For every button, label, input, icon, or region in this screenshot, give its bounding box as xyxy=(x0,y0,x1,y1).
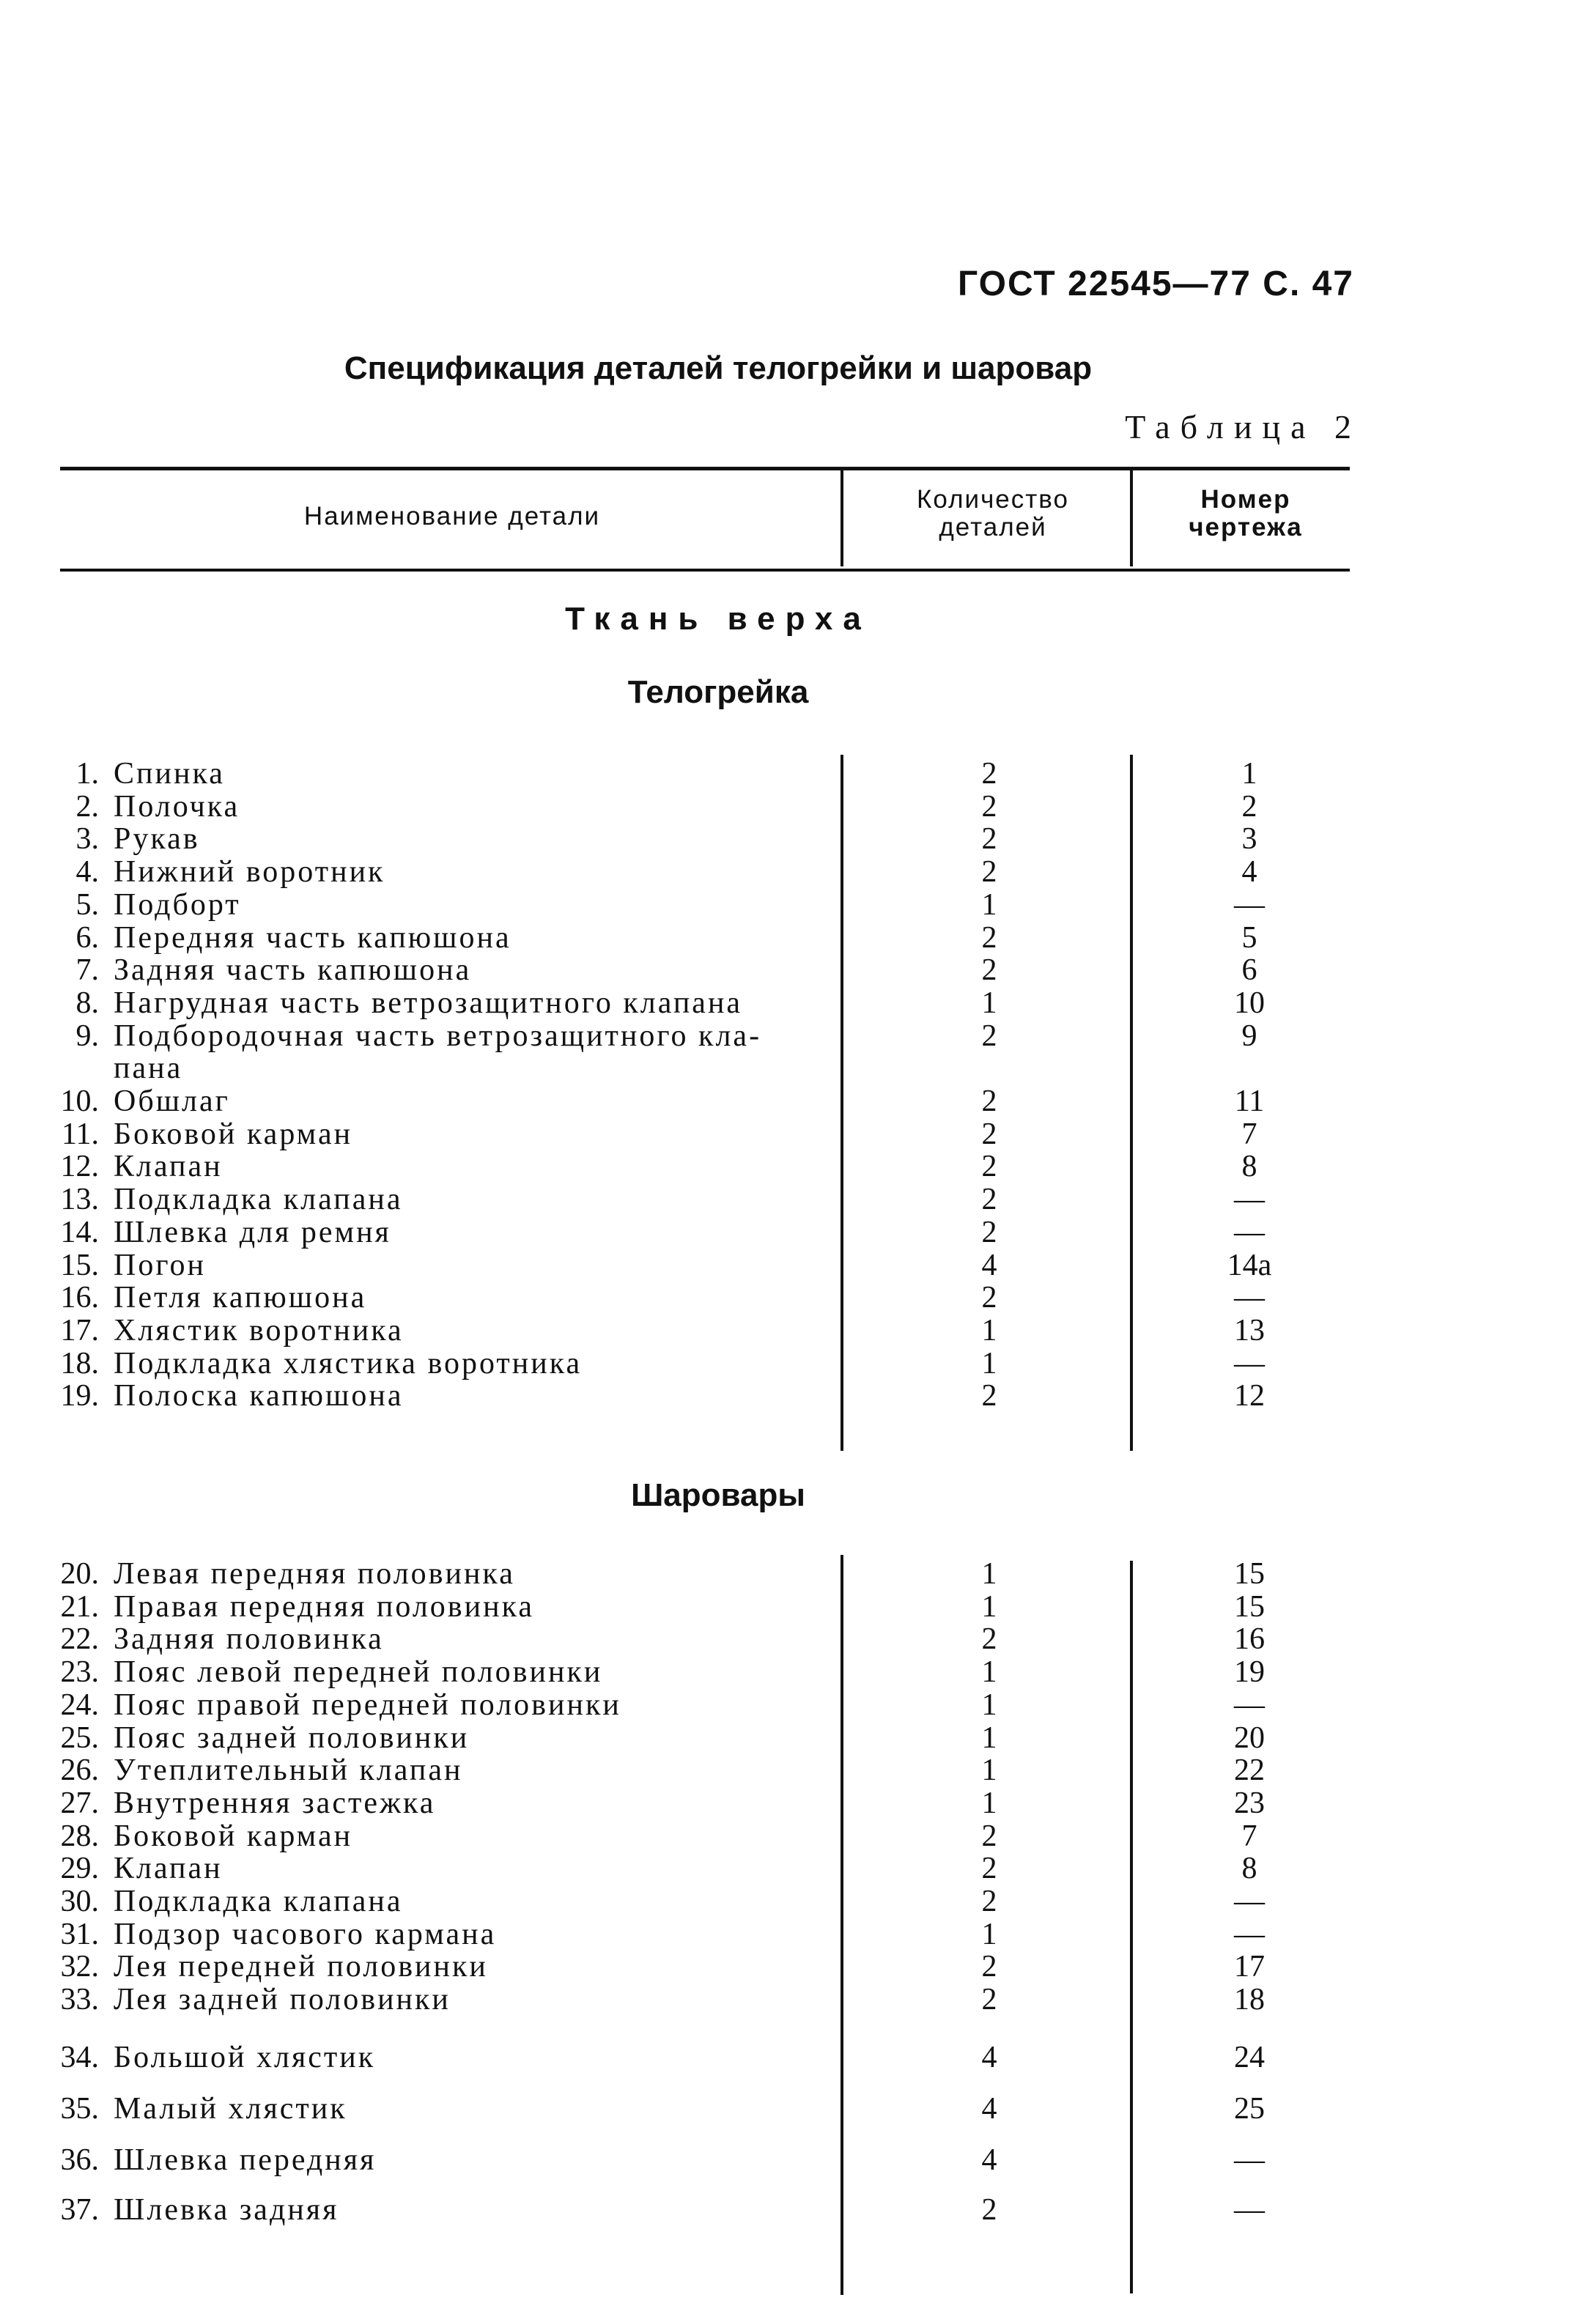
item-number: 28. xyxy=(60,1819,99,1853)
table-row xyxy=(0,2041,1596,2074)
table-row xyxy=(0,1282,1596,1315)
item-quantity: 4 xyxy=(981,2143,997,2177)
item-number: 14. xyxy=(60,1215,99,1249)
item-number: 31. xyxy=(60,1917,99,1951)
item-number: 2. xyxy=(75,789,99,824)
item-drawing-number: — xyxy=(1234,1281,1265,1315)
table-row xyxy=(0,1052,1596,1085)
item-name: Шлевка задняя xyxy=(114,2193,339,2227)
table-row xyxy=(0,1380,1596,1413)
table-header-rule xyxy=(60,569,1350,572)
item-name: Подкладка хлястика воротника xyxy=(114,1346,583,1380)
table-row xyxy=(0,1315,1596,1348)
table-row xyxy=(0,1689,1596,1722)
item-name: Лея передней половинки xyxy=(114,1950,488,1984)
table-row xyxy=(0,758,1596,791)
column-divider xyxy=(1130,470,1133,566)
table-row xyxy=(0,1558,1596,1591)
item-drawing-number: 14а xyxy=(1227,1248,1272,1282)
table-row xyxy=(0,1183,1596,1216)
item-name: Подкладка клапана xyxy=(114,1885,403,1918)
item-name: Пояс задней половинки xyxy=(114,1720,470,1755)
item-name: Подзор часового кармана xyxy=(114,1917,497,1951)
item-name: Правая передняя половинка xyxy=(114,1589,534,1624)
item-quantity: 1 xyxy=(981,1786,997,1820)
table-row xyxy=(0,1918,1596,1951)
item-quantity: 2 xyxy=(981,920,997,955)
section-title: Ткань верха xyxy=(565,601,871,637)
item-number: 6. xyxy=(75,920,99,955)
item-quantity: 1 xyxy=(981,1557,997,1591)
item-number: 30. xyxy=(60,1885,99,1918)
item-drawing-number: 2 xyxy=(1241,789,1257,824)
item-drawing-number: 5 xyxy=(1241,920,1257,955)
item-quantity: 1 xyxy=(981,1753,997,1788)
table-row xyxy=(0,1722,1596,1755)
item-drawing-number: 22 xyxy=(1234,1753,1265,1788)
item-quantity: 2 xyxy=(981,1622,997,1657)
item-drawing-number: — xyxy=(1234,1215,1265,1249)
item-name: Нижний воротник xyxy=(114,855,385,890)
item-number: 29. xyxy=(60,1852,99,1886)
table-top-rule xyxy=(60,467,1350,470)
item-drawing-number: — xyxy=(1234,2143,1265,2177)
item-number: 35. xyxy=(60,2092,99,2126)
item-drawing-number: 6 xyxy=(1241,953,1257,988)
item-drawing-number: 1 xyxy=(1241,757,1257,791)
item-drawing-number: 18 xyxy=(1234,1983,1265,2017)
table-row xyxy=(0,1754,1596,1787)
column-header-quantity xyxy=(850,486,1136,541)
item-quantity: 1 xyxy=(981,1589,997,1624)
item-drawing-number: 4 xyxy=(1241,855,1257,890)
table-row xyxy=(0,823,1596,856)
item-name: Полоска капюшона xyxy=(114,1379,404,1413)
item-name: Задняя половинка xyxy=(114,1622,384,1657)
item-quantity: 1 xyxy=(981,887,997,922)
item-name: Подкладка клапана xyxy=(114,1183,403,1217)
table-row xyxy=(0,2144,1596,2177)
item-quantity: 2 xyxy=(981,1150,997,1184)
table-row xyxy=(0,1787,1596,1820)
item-name: Клапан xyxy=(114,1150,223,1184)
table-row xyxy=(0,1984,1596,2016)
item-name: Шлевка передняя xyxy=(114,2143,377,2177)
item-quantity: 1 xyxy=(981,1720,997,1755)
table-row xyxy=(0,889,1596,922)
item-drawing-number: 23 xyxy=(1234,1786,1265,1820)
item-name: Погон xyxy=(114,1248,206,1282)
item-quantity: 2 xyxy=(981,1215,997,1249)
item-drawing-number: 19 xyxy=(1234,1655,1265,1690)
item-quantity: 2 xyxy=(981,1885,997,1918)
item-number: 32. xyxy=(60,1950,99,1984)
item-name: Боковой карман xyxy=(114,1819,353,1853)
item-number: 13. xyxy=(60,1183,99,1217)
table-row xyxy=(0,2194,1596,2227)
item-number: 20. xyxy=(60,1557,99,1591)
item-number: 9. xyxy=(75,1019,99,1053)
item-quantity: 4 xyxy=(981,2041,997,2074)
table-row xyxy=(0,1852,1596,1885)
item-drawing-number: 7 xyxy=(1241,1117,1257,1151)
item-name: Внутренняя застежка xyxy=(114,1786,436,1820)
item-number: 36. xyxy=(60,2143,99,2177)
item-name: Рукав xyxy=(114,822,200,857)
item-name: Лея задней половинки xyxy=(114,1983,451,2017)
column-header-name: Наименование детали xyxy=(303,502,601,531)
item-number: 23. xyxy=(60,1655,99,1690)
group-title-telogreika: Телогрейка xyxy=(627,674,809,710)
item-number: 8. xyxy=(75,986,99,1020)
group-title-sharovary: Шаровары xyxy=(631,1477,805,1513)
table-row xyxy=(0,1951,1596,1984)
item-number: 1. xyxy=(75,757,99,791)
item-number: 37. xyxy=(60,2193,99,2227)
item-number: 26. xyxy=(60,1753,99,1788)
item-drawing-number: 15 xyxy=(1234,1557,1265,1591)
item-number: 21. xyxy=(60,1589,99,1624)
table-row xyxy=(0,1348,1596,1380)
table-row xyxy=(0,954,1596,987)
document-reference: ГОСТ 22545—77 С. 47 xyxy=(958,265,1354,303)
table-row xyxy=(0,1656,1596,1689)
item-drawing-number: 15 xyxy=(1234,1589,1265,1624)
item-number: 15. xyxy=(60,1248,99,1282)
item-quantity: 2 xyxy=(981,1983,997,2017)
item-quantity: 2 xyxy=(981,1019,997,1053)
item-quantity: 2 xyxy=(981,1117,997,1151)
item-name: Большой хлястик xyxy=(114,2041,376,2074)
item-name: Подбородочная часть ветрозащитного кла- xyxy=(114,1019,762,1053)
item-name: Пояс левой передней половинки xyxy=(114,1655,603,1690)
item-drawing-number: 3 xyxy=(1241,822,1257,857)
item-drawing-number: 12 xyxy=(1234,1379,1265,1413)
item-quantity: 2 xyxy=(981,1852,997,1886)
item-drawing-number: 8 xyxy=(1241,1852,1257,1886)
item-number: 33. xyxy=(60,1983,99,2017)
item-drawing-number: — xyxy=(1234,1917,1265,1951)
item-name: Клапан xyxy=(114,1852,223,1886)
table-row xyxy=(0,987,1596,1020)
item-drawing-number: — xyxy=(1234,1687,1265,1722)
item-drawing-number: 9 xyxy=(1241,1019,1257,1053)
column-header-drawing xyxy=(1143,486,1348,541)
item-quantity: 2 xyxy=(981,789,997,824)
item-quantity: 2 xyxy=(981,1281,997,1315)
item-name: Пояс правой передней половинки xyxy=(114,1687,621,1722)
item-quantity: 1 xyxy=(981,1917,997,1951)
item-name: Утеплительный клапан xyxy=(114,1753,463,1788)
item-number: 34. xyxy=(60,2041,99,2074)
item-number: 27. xyxy=(60,1786,99,1820)
item-name: Боковой карман xyxy=(114,1117,353,1151)
table-row xyxy=(0,856,1596,889)
item-quantity: 1 xyxy=(981,1655,997,1690)
item-quantity: 2 xyxy=(981,953,997,988)
table-row xyxy=(0,2093,1596,2126)
item-quantity: 2 xyxy=(981,1379,997,1413)
item-number: 4. xyxy=(75,855,99,890)
table-row xyxy=(0,1216,1596,1249)
item-number: 25. xyxy=(60,1720,99,1755)
item-quantity: 1 xyxy=(981,986,997,1020)
item-number: 16. xyxy=(60,1281,99,1315)
column-divider xyxy=(841,470,843,566)
item-drawing-number: 7 xyxy=(1241,1819,1257,1853)
item-drawing-number: — xyxy=(1234,1346,1265,1380)
item-number: 17. xyxy=(60,1313,99,1348)
item-name: Нагрудная часть ветрозащитного клапана xyxy=(114,986,743,1020)
column-header-drawing-line2: чертежа xyxy=(1189,513,1303,541)
table-row xyxy=(0,791,1596,824)
table-row xyxy=(0,1020,1596,1053)
item-number: 10. xyxy=(60,1084,99,1118)
item-drawing-number: 8 xyxy=(1241,1150,1257,1184)
column-header-drawing-line1: Номер xyxy=(1200,485,1291,514)
item-quantity: 2 xyxy=(981,1819,997,1853)
item-number: 24. xyxy=(60,1687,99,1722)
item-quantity: 4 xyxy=(981,2092,997,2126)
table-row xyxy=(0,1118,1596,1151)
item-name: Подборт xyxy=(114,887,241,922)
item-quantity: 2 xyxy=(981,2193,997,2227)
item-quantity: 2 xyxy=(981,855,997,890)
table-row xyxy=(0,1820,1596,1853)
item-number: 22. xyxy=(60,1622,99,1657)
item-drawing-number: — xyxy=(1234,1183,1265,1217)
column-header-quantity-line2: деталей xyxy=(939,513,1047,541)
item-drawing-number: 17 xyxy=(1234,1950,1265,1984)
item-quantity: 2 xyxy=(981,1084,997,1118)
table-label: Таблица 2 xyxy=(1125,408,1362,446)
item-drawing-number: 10 xyxy=(1234,986,1265,1020)
table-row xyxy=(0,1085,1596,1118)
item-name: Хлястик воротника xyxy=(114,1313,404,1348)
item-name: Шлевка для ремня xyxy=(114,1215,391,1249)
item-number: 11. xyxy=(62,1117,99,1151)
item-number: 7. xyxy=(75,953,99,988)
item-name: Обшлаг xyxy=(114,1084,230,1118)
item-drawing-number: 24 xyxy=(1234,2041,1265,2074)
table-row xyxy=(0,922,1596,955)
item-drawing-number: — xyxy=(1234,2193,1265,2227)
item-name: Петля капюшона xyxy=(114,1281,367,1315)
item-number: 5. xyxy=(75,887,99,922)
item-drawing-number: 25 xyxy=(1234,2092,1265,2126)
item-quantity: 2 xyxy=(981,1950,997,1984)
item-drawing-number: 11 xyxy=(1234,1084,1265,1118)
item-drawing-number: — xyxy=(1234,1885,1265,1918)
item-quantity: 2 xyxy=(981,1183,997,1217)
table-row xyxy=(0,1150,1596,1183)
item-name: Малый хлястик xyxy=(114,2092,347,2126)
item-quantity: 1 xyxy=(981,1346,997,1380)
table-row xyxy=(0,1249,1596,1282)
item-number: 3. xyxy=(75,822,99,857)
item-name: Полочка xyxy=(114,789,240,824)
table-row xyxy=(0,1623,1596,1656)
item-name: Спинка xyxy=(114,757,225,791)
item-quantity: 2 xyxy=(981,822,997,857)
item-drawing-number: 13 xyxy=(1234,1313,1265,1348)
item-name: Передняя часть капюшона xyxy=(114,920,511,955)
item-quantity: 1 xyxy=(981,1313,997,1348)
item-name: пана xyxy=(114,1051,183,1086)
item-number: 19. xyxy=(60,1379,99,1413)
column-header-quantity-line1: Количество xyxy=(917,485,1069,514)
table-row xyxy=(0,1591,1596,1624)
item-quantity: 4 xyxy=(981,1248,997,1282)
item-number: 18. xyxy=(60,1346,99,1380)
item-number: 12. xyxy=(60,1150,99,1184)
item-drawing-number: — xyxy=(1234,887,1265,922)
table-row xyxy=(0,1885,1596,1918)
item-name: Задняя часть капюшона xyxy=(114,953,472,988)
item-drawing-number: 20 xyxy=(1234,1720,1265,1755)
page-title: Спецификация деталей телогрейки и шаровар xyxy=(344,350,1093,386)
item-name: Левая передняя половинка xyxy=(114,1557,515,1591)
item-quantity: 2 xyxy=(981,757,997,791)
item-drawing-number: 16 xyxy=(1234,1622,1265,1657)
item-quantity: 1 xyxy=(981,1687,997,1722)
